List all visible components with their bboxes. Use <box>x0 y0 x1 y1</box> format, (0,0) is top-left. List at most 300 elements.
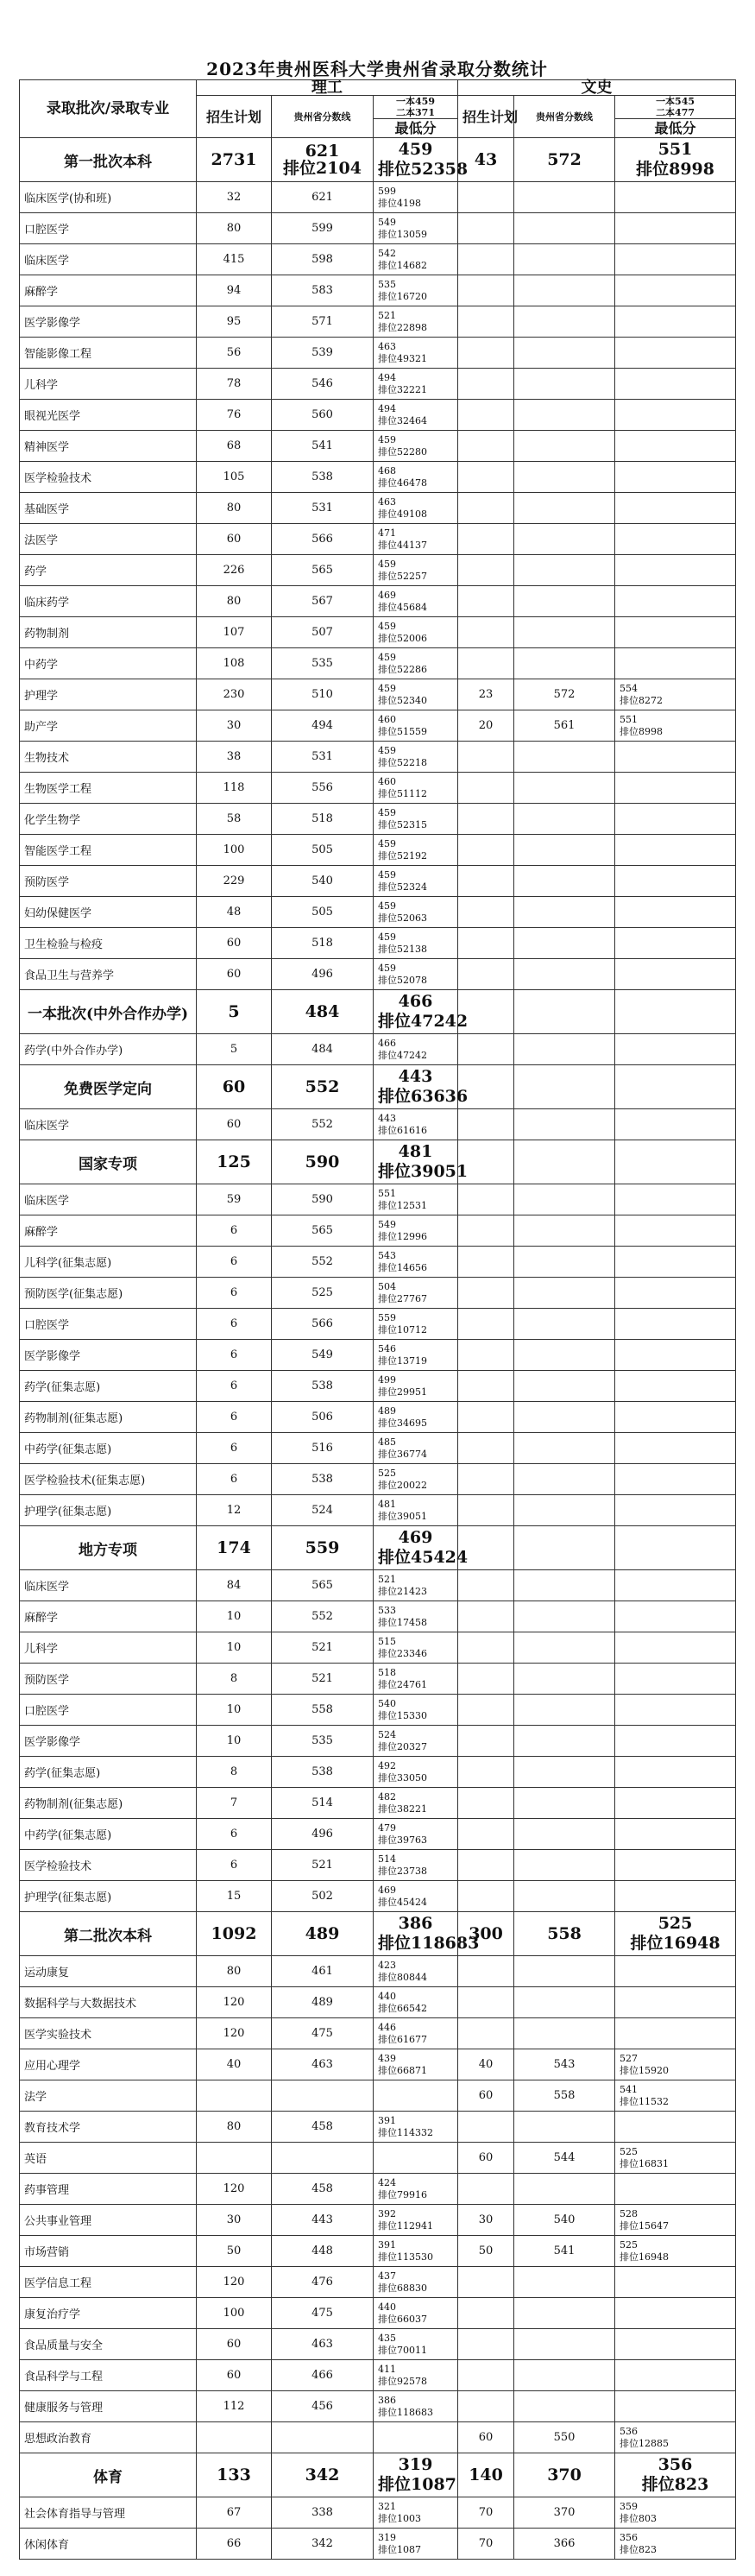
min-rank: 排位16720 <box>378 290 427 302</box>
arts-min <box>615 2422 736 2453</box>
table-row <box>20 2360 736 2391</box>
min-rank: 排位823 <box>620 2543 657 2555</box>
science-max: 559 <box>272 1526 374 1570</box>
science-min <box>374 959 458 990</box>
arts-min <box>615 1570 736 1601</box>
arts-plan <box>458 648 514 679</box>
science-plan: 30 <box>197 710 272 742</box>
science-plan: 6 <box>197 1309 272 1340</box>
arts-max <box>514 586 615 617</box>
science-min <box>374 586 458 617</box>
table-row <box>20 493 736 524</box>
min-rank: 排位52286 <box>378 663 427 675</box>
row-name: 药事管理 <box>20 2174 197 2205</box>
row-name: 口腔医学 <box>20 1309 197 1340</box>
science-max: 552 <box>272 1109 374 1140</box>
arts-max: 544 <box>514 2143 615 2174</box>
science-min <box>374 1433 458 1464</box>
arts-min <box>615 524 736 555</box>
arts-min <box>615 431 736 462</box>
row-name: 药学(征集志愿) <box>20 1757 197 1788</box>
header-arts-plan: 招生计划 <box>458 96 514 138</box>
min-score: 359 <box>620 2500 639 2512</box>
arts-max: 558 <box>514 1912 615 1956</box>
min-score: 549 <box>378 1218 396 1230</box>
min-score: 460 <box>378 713 396 725</box>
arts-max <box>514 742 615 773</box>
arts-plan <box>458 462 514 493</box>
science-min <box>374 1726 458 1757</box>
arts-min <box>615 959 736 990</box>
row-name: 儿科学 <box>20 369 197 400</box>
arts-min <box>615 1850 736 1881</box>
science-plan: 120 <box>197 1987 272 2018</box>
min-score: 356 <box>657 2455 693 2474</box>
science-max: 475 <box>272 2018 374 2049</box>
science-max: 458 <box>272 2174 374 2205</box>
row-name: 食品质量与安全 <box>20 2329 197 2360</box>
arts-plan <box>458 2112 514 2143</box>
min-score: 356 <box>620 2531 639 2543</box>
min-score: 439 <box>378 2052 396 2064</box>
table-row <box>20 1757 736 1788</box>
science-min <box>374 1850 458 1881</box>
arts-max <box>514 1109 615 1140</box>
arts-min <box>615 1819 736 1850</box>
min-score: 459 <box>378 682 396 694</box>
science-plan: 94 <box>197 275 272 306</box>
science-min <box>374 1570 458 1601</box>
arts-max <box>514 2112 615 2143</box>
row-name: 中药学(征集志愿) <box>20 1819 197 1850</box>
row-name: 免费医学定向 <box>20 1065 197 1109</box>
science-min <box>374 2236 458 2267</box>
arts-max <box>514 462 615 493</box>
arts-plan <box>458 866 514 897</box>
min-score: 321 <box>378 2500 396 2512</box>
science-plan: 5 <box>197 990 272 1034</box>
science-min <box>374 835 458 866</box>
arts-max <box>514 1601 615 1632</box>
arts-min <box>615 1215 736 1247</box>
min-score: 437 <box>378 2270 396 2282</box>
science-max: 598 <box>272 244 374 275</box>
arts-max <box>514 244 615 275</box>
science-max: 546 <box>272 369 374 400</box>
row-name: 地方专项 <box>20 1526 197 1570</box>
min-score: 392 <box>378 2207 396 2219</box>
row-name: 医学实验技术 <box>20 2018 197 2049</box>
arts-min <box>615 742 736 773</box>
science-plan: 80 <box>197 213 272 244</box>
min-rank: 排位14656 <box>378 1261 427 1273</box>
science-max: 506 <box>272 1402 374 1433</box>
science-plan: 120 <box>197 2267 272 2298</box>
table-row <box>20 2236 736 2267</box>
min-rank: 排位52358 <box>378 160 469 179</box>
science-max: 549 <box>272 1340 374 1371</box>
min-score: 463 <box>378 340 396 352</box>
min-rank: 排位114332 <box>378 2126 433 2138</box>
arts-plan: 70 <box>458 2529 514 2560</box>
arts-plan <box>458 1956 514 1987</box>
arts-min <box>615 2497 736 2529</box>
science-min <box>374 244 458 275</box>
min-score: 460 <box>378 775 396 787</box>
science-min <box>374 462 458 493</box>
science-max: 565 <box>272 1215 374 1247</box>
min-rank: 排位12996 <box>378 1230 427 1242</box>
arts-max <box>514 1402 615 1433</box>
arts-min <box>615 773 736 804</box>
science-plan: 8 <box>197 1664 272 1695</box>
science-plan: 6 <box>197 1464 272 1495</box>
science-min <box>374 928 458 959</box>
science-max: 531 <box>272 493 374 524</box>
science-min <box>374 2391 458 2422</box>
science-plan: 112 <box>197 2391 272 2422</box>
arts-min <box>615 2267 736 2298</box>
arts-min <box>615 462 736 493</box>
science-max: 463 <box>272 2049 374 2080</box>
arts-min <box>615 2360 736 2391</box>
science-plan: 1092 <box>197 1912 272 1956</box>
arts-min <box>615 1065 736 1109</box>
science-plan: 230 <box>197 679 272 710</box>
min-rank: 排位49321 <box>378 352 427 364</box>
row-name: 麻醉学 <box>20 275 197 306</box>
science-max: 538 <box>272 1371 374 1402</box>
table-row <box>20 2529 736 2560</box>
science-plan: 174 <box>197 1526 272 1570</box>
science-min <box>374 275 458 306</box>
science-max: 565 <box>272 555 374 586</box>
min-score: 559 <box>378 1311 396 1323</box>
row-name: 药学(征集志愿) <box>20 1371 197 1402</box>
arts-min <box>615 1526 736 1570</box>
min-score: 494 <box>378 402 396 414</box>
arts-max <box>514 1819 615 1850</box>
arts-min <box>615 1140 736 1184</box>
min-rank: 排位52280 <box>378 445 427 458</box>
min-rank: 排位79916 <box>378 2188 427 2200</box>
arts-max: 540 <box>514 2205 615 2236</box>
science-min <box>374 369 458 400</box>
science-plan: 226 <box>197 555 272 586</box>
row-name: 市场营销 <box>20 2236 197 2267</box>
min-rank: 排位1087 <box>378 2543 421 2555</box>
min-rank: 排位63636 <box>378 1087 469 1106</box>
min-rank: 排位29951 <box>378 1386 427 1398</box>
min-rank: 排位12531 <box>378 1199 427 1211</box>
science-min <box>374 493 458 524</box>
table-row <box>20 1956 736 1987</box>
row-name: 应用心理学 <box>20 2049 197 2080</box>
row-name: 麻醉学 <box>20 1601 197 1632</box>
arts-plan <box>458 1464 514 1495</box>
arts-plan: 60 <box>458 2143 514 2174</box>
row-name: 医学影像学 <box>20 1340 197 1371</box>
arts-plan <box>458 804 514 835</box>
table-row <box>20 1632 736 1664</box>
table-row <box>20 2018 736 2049</box>
science-min <box>374 1664 458 1695</box>
arts-max <box>514 369 615 400</box>
science-plan: 120 <box>197 2018 272 2049</box>
science-min <box>374 866 458 897</box>
arts-plan: 300 <box>458 1912 514 1956</box>
arts-min <box>615 1433 736 1464</box>
science-plan: 10 <box>197 1695 272 1726</box>
min-score: 479 <box>378 1822 396 1834</box>
science-min <box>374 2112 458 2143</box>
row-name: 临床医学 <box>20 1184 197 1215</box>
row-name: 医学检验技术 <box>20 462 197 493</box>
header-arts-lines: 一本545 二本477 <box>615 96 736 119</box>
arts-max <box>514 400 615 431</box>
table-body <box>20 138 736 2560</box>
row-name: 第二批次本科 <box>20 1912 197 1956</box>
arts-min <box>615 275 736 306</box>
arts-min <box>615 1184 736 1215</box>
arts-max <box>514 835 615 866</box>
science-plan: 80 <box>197 493 272 524</box>
header-science-province-line: 贵州省分数线 <box>272 96 374 138</box>
row-name: 眼视光医学 <box>20 400 197 431</box>
batch-row <box>20 2453 736 2497</box>
arts-plan <box>458 1215 514 1247</box>
arts-max <box>514 866 615 897</box>
science-plan: 415 <box>197 244 272 275</box>
arts-max <box>514 617 615 648</box>
min-rank: 排位823 <box>641 2475 709 2494</box>
science-max <box>272 2422 374 2453</box>
arts-min <box>615 244 736 275</box>
science-plan: 58 <box>197 804 272 835</box>
science-max: 552 <box>272 1247 374 1278</box>
arts-plan <box>458 244 514 275</box>
arts-min <box>615 2143 736 2174</box>
science-plan: 10 <box>197 1601 272 1632</box>
science-plan: 60 <box>197 959 272 990</box>
arts-max <box>514 1757 615 1788</box>
science-min <box>374 2018 458 2049</box>
science-min <box>374 2205 458 2236</box>
min-score: 542 <box>378 247 396 259</box>
min-rank: 排位24761 <box>378 1678 427 1690</box>
arts-plan: 60 <box>458 2422 514 2453</box>
science-max <box>272 2080 374 2112</box>
min-score: 411 <box>378 2363 396 2375</box>
table-row <box>20 835 736 866</box>
science-max: 456 <box>272 2391 374 2422</box>
arts-min <box>615 1109 736 1140</box>
row-name: 临床药学 <box>20 586 197 617</box>
row-name: 医学检验技术(征集志愿) <box>20 1464 197 1495</box>
table-row <box>20 959 736 990</box>
science-max: 558 <box>272 1695 374 1726</box>
arts-min <box>615 928 736 959</box>
table-row <box>20 1433 736 1464</box>
arts-min <box>615 1464 736 1495</box>
arts-min <box>615 1278 736 1309</box>
science-min <box>374 2422 458 2453</box>
arts-plan <box>458 1495 514 1526</box>
arts-max <box>514 2174 615 2205</box>
min-score: 599 <box>378 185 396 197</box>
min-rank: 排位15920 <box>620 2064 670 2076</box>
arts-plan <box>458 1819 514 1850</box>
arts-plan <box>458 1247 514 1278</box>
science-plan: 32 <box>197 182 272 213</box>
science-max: 342 <box>272 2453 374 2497</box>
table-row <box>20 1247 736 1278</box>
row-name: 麻醉学 <box>20 1215 197 1247</box>
arts-min <box>615 2112 736 2143</box>
table-row <box>20 2049 736 2080</box>
arts-max <box>514 493 615 524</box>
arts-min <box>615 1495 736 1526</box>
table-row <box>20 1850 736 1881</box>
science-min <box>374 138 469 182</box>
table-row <box>20 897 736 928</box>
min-rank: 排位52340 <box>378 694 427 706</box>
min-rank: 排位44137 <box>378 539 427 551</box>
min-rank: 排位16948 <box>630 1934 720 1953</box>
min-score: 514 <box>378 1853 396 1865</box>
min-rank: 排位4198 <box>378 197 421 209</box>
table-row <box>20 648 736 679</box>
row-name: 妇幼保健医学 <box>20 897 197 928</box>
science-plan: 80 <box>197 2112 272 2143</box>
min-score: 515 <box>378 1635 396 1647</box>
table-row <box>20 182 736 213</box>
table-row <box>20 1819 736 1850</box>
arts-plan <box>458 1881 514 1912</box>
min-rank: 排位11532 <box>620 2095 670 2107</box>
min-rank: 排位52257 <box>378 570 427 582</box>
arts-min <box>615 1788 736 1819</box>
arts-min <box>615 1664 736 1695</box>
science-min <box>374 2329 458 2360</box>
science-max: 566 <box>272 1309 374 1340</box>
header-category: 录取批次/录取专业 <box>20 80 197 138</box>
science-plan: 107 <box>197 617 272 648</box>
table-row <box>20 1695 736 1726</box>
batch-row <box>20 1140 736 1184</box>
science-max: 540 <box>272 866 374 897</box>
min-score: 386 <box>378 2394 396 2406</box>
arts-max: 370 <box>514 2497 615 2529</box>
science-max: 524 <box>272 1495 374 1526</box>
science-min <box>374 1695 458 1726</box>
min-score: 459 <box>378 806 396 818</box>
arts-max: 541 <box>514 2236 615 2267</box>
table-row <box>20 2174 736 2205</box>
min-rank: 排位23738 <box>378 1865 427 1877</box>
min-score: 527 <box>620 2052 639 2064</box>
row-name: 体育 <box>20 2453 197 2497</box>
science-plan: 59 <box>197 1184 272 1215</box>
min-score: 459 <box>378 744 396 756</box>
table-row <box>20 431 736 462</box>
min-score: 546 <box>378 1342 396 1354</box>
max-score: 621 <box>305 142 340 161</box>
arts-max <box>514 897 615 928</box>
table-row <box>20 2080 736 2112</box>
min-score: 386 <box>398 1914 433 1933</box>
row-name: 英语 <box>20 2143 197 2174</box>
table-row <box>20 1495 736 1526</box>
table-row <box>20 462 736 493</box>
science-min <box>374 1184 458 1215</box>
science-plan: 120 <box>197 2174 272 2205</box>
science-min <box>374 1601 458 1632</box>
min-score: 468 <box>378 464 396 477</box>
science-min <box>374 617 458 648</box>
min-score: 524 <box>378 1728 396 1740</box>
table-title: 2023年贵州医科大学贵州省录取分数统计 <box>206 59 548 79</box>
science-max: 590 <box>272 1184 374 1215</box>
science-plan: 6 <box>197 1340 272 1371</box>
science-plan: 30 <box>197 2205 272 2236</box>
min-rank: 排位20327 <box>378 1740 427 1752</box>
arts-min <box>615 1402 736 1433</box>
arts-plan <box>458 1109 514 1140</box>
science-plan: 6 <box>197 1247 272 1278</box>
arts-plan <box>458 1184 514 1215</box>
science-plan: 100 <box>197 2298 272 2329</box>
science-min <box>374 2080 458 2112</box>
arts-plan: 40 <box>458 2049 514 2080</box>
science-max: 518 <box>272 928 374 959</box>
min-rank: 排位32464 <box>378 414 427 426</box>
science-min <box>374 1215 458 1247</box>
arts-plan <box>458 1371 514 1402</box>
min-score: 525 <box>620 2145 639 2157</box>
min-rank: 排位61677 <box>378 2033 427 2045</box>
min-rank: 排位16948 <box>620 2251 670 2263</box>
score-table <box>19 79 736 2560</box>
arts-plan <box>458 1433 514 1464</box>
min-score: 469 <box>378 589 396 601</box>
science-max: 521 <box>272 1850 374 1881</box>
row-name: 休闲体育 <box>20 2529 197 2560</box>
science-plan: 48 <box>197 897 272 928</box>
table-row <box>20 1402 736 1433</box>
arts-max <box>514 773 615 804</box>
min-score: 499 <box>378 1373 396 1386</box>
arts-min <box>615 493 736 524</box>
arts-plan <box>458 617 514 648</box>
science-min <box>374 897 458 928</box>
row-name: 护理学 <box>20 679 197 710</box>
min-score: 459 <box>398 140 433 159</box>
arts-plan <box>458 369 514 400</box>
science-min <box>374 679 458 710</box>
table-row <box>20 275 736 306</box>
science-max: 539 <box>272 338 374 369</box>
arts-max <box>514 1034 615 1065</box>
arts-plan <box>458 182 514 213</box>
arts-plan: 50 <box>458 2236 514 2267</box>
science-min <box>374 1956 458 1987</box>
min-score: 482 <box>378 1790 396 1803</box>
science-plan: 6 <box>197 1819 272 1850</box>
science-max: 484 <box>272 990 374 1034</box>
arts-plan <box>458 1601 514 1632</box>
min-score: 459 <box>378 931 396 943</box>
